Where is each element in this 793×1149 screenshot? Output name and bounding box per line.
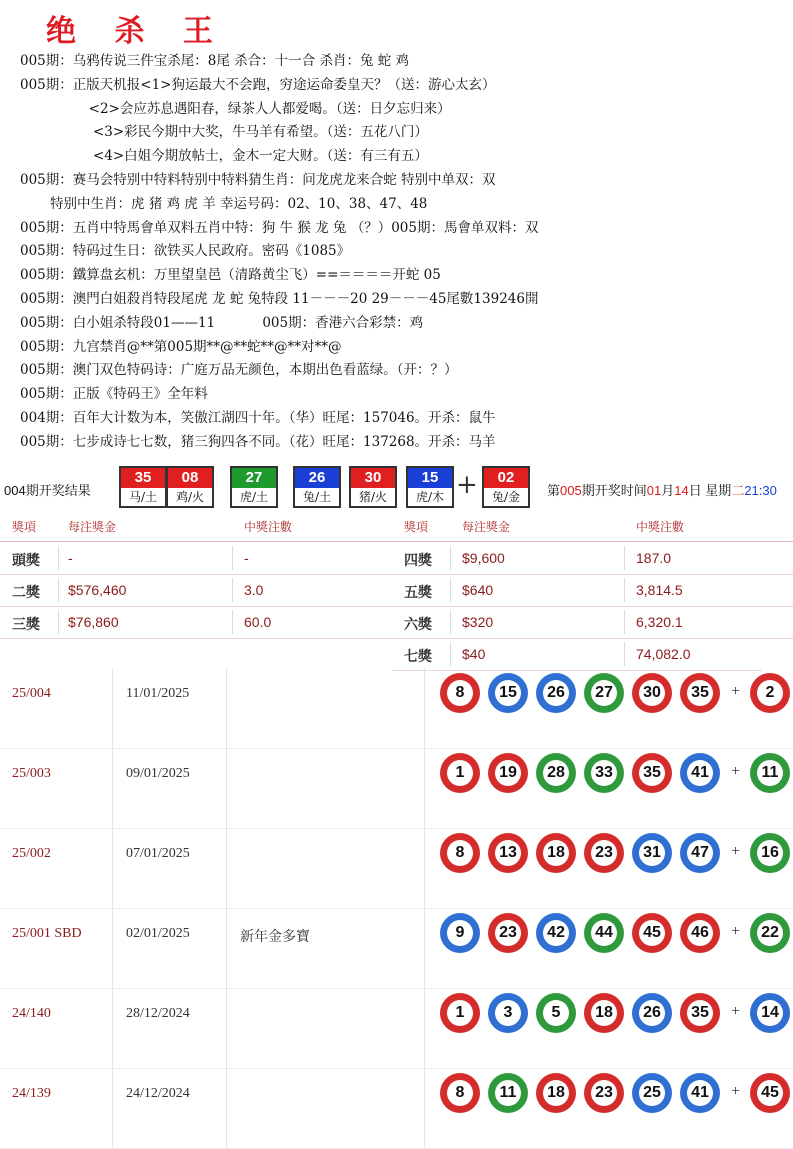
ball-number: 35 xyxy=(687,1000,713,1026)
ball-number: 46 xyxy=(687,920,713,946)
special-ball xyxy=(750,673,790,713)
draw-date: 07/01/2025 xyxy=(126,846,190,861)
ball-number: 18 xyxy=(543,1080,569,1106)
column-divider xyxy=(58,546,59,570)
result-ball xyxy=(349,466,397,508)
result-ball-zodiac: 马/土 xyxy=(128,490,158,504)
lottery-ball xyxy=(584,993,624,1033)
plus-sign: + xyxy=(731,683,741,700)
draw-date: 28/12/2024 xyxy=(126,1006,190,1021)
prediction-line: 005期：九宫禁肖@**第005期**@**蛇**@**对**@ xyxy=(20,338,342,355)
result-ball xyxy=(230,466,278,508)
info-period: 005 xyxy=(560,483,582,498)
ball-number: 18 xyxy=(591,1000,617,1026)
lottery-ball xyxy=(440,673,480,713)
info-m: 月 xyxy=(661,483,675,498)
ball-number: 18 xyxy=(543,840,569,866)
ball-number: 33 xyxy=(591,760,617,786)
prize-row xyxy=(0,542,793,575)
lottery-ball xyxy=(440,833,480,873)
draw-period: 25/004 xyxy=(12,686,51,701)
ball-number: 22 xyxy=(757,920,783,946)
prize-count: 187.0 xyxy=(636,550,672,566)
ball-number: 19 xyxy=(495,760,521,786)
column-divider xyxy=(450,578,451,602)
lottery-ball xyxy=(584,1073,624,1113)
result-ball xyxy=(406,466,454,508)
prediction-line: 005期：澳門白姐殺肖特段尾虎 龙 蛇 兔特段 11－－－20 29－－－45尾數139246開 xyxy=(20,291,539,307)
prize-level: 七獎 xyxy=(404,648,432,664)
result-ball-number: 02 xyxy=(484,468,528,488)
column-divider xyxy=(424,828,425,908)
lottery-ball xyxy=(440,1073,480,1113)
draw-row[interactable] xyxy=(0,988,793,1069)
column-divider xyxy=(450,610,451,634)
lottery-ball xyxy=(536,1073,576,1113)
draw-date: 02/01/2025 xyxy=(126,926,190,941)
header-count-right: 中獎注數 xyxy=(636,520,685,534)
lottery-ball xyxy=(584,753,624,793)
result-ball-zodiac: 虎/土 xyxy=(239,490,269,504)
result-ball-number: 27 xyxy=(232,468,276,488)
ball-number: 28 xyxy=(543,760,569,786)
column-divider xyxy=(112,668,113,748)
column-divider xyxy=(424,908,425,988)
prediction-line: 005期：七步成诗七七数，猪三狗四各不同。（花）旺尾：137268。开杀：马羊 xyxy=(20,433,496,450)
result-ball xyxy=(293,466,341,508)
draw-balls xyxy=(440,913,792,957)
ball-number: 14 xyxy=(757,1000,783,1026)
column-divider xyxy=(424,1068,425,1148)
prediction-line: <2>会应苏息遇阳春，绿茶人人都爱喝。（送：日夕忘归来） xyxy=(20,100,451,117)
result-ball-number: 30 xyxy=(351,468,395,488)
result-ball xyxy=(166,466,214,508)
lottery-ball xyxy=(680,993,720,1033)
lottery-ball xyxy=(584,833,624,873)
prediction-line: <4>白姐今期放帖士，金木一定大财。（送：有三有五） xyxy=(20,148,428,165)
ball-number: 3 xyxy=(495,1000,521,1026)
plus-sign: + xyxy=(456,470,478,500)
plus-sign: + xyxy=(731,843,741,860)
info-d: 日 星期 xyxy=(688,483,732,498)
prediction-line: 005期：正版天机报<1>狗运最大不会跑，穷途运命委皇天？（送：游心太玄） xyxy=(20,76,496,93)
draw-period: 25/001 SBD xyxy=(12,926,82,941)
column-divider xyxy=(624,546,625,570)
prize-count: 60.0 xyxy=(244,614,272,630)
prize-row xyxy=(0,606,793,639)
prize-count: 74,082.0 xyxy=(636,646,691,662)
info-month: 01 xyxy=(646,483,662,498)
prize-level: 二獎 xyxy=(12,584,40,600)
result-special-ball xyxy=(482,466,530,508)
lottery-ball xyxy=(680,673,720,713)
prize-level: 四獎 xyxy=(404,552,432,568)
ball-number: 8 xyxy=(447,680,473,706)
ball-number: 47 xyxy=(687,840,713,866)
ball-number: 13 xyxy=(495,840,521,866)
column-divider xyxy=(424,668,425,748)
lottery-ball xyxy=(488,1073,528,1113)
draw-date: 09/01/2025 xyxy=(126,766,190,781)
ball-number: 11 xyxy=(495,1080,521,1106)
column-divider xyxy=(232,546,233,570)
column-divider xyxy=(424,748,425,828)
lottery-ball xyxy=(536,913,576,953)
result-ball-number: 35 xyxy=(121,468,165,488)
lottery-ball xyxy=(440,913,480,953)
column-divider xyxy=(450,546,451,570)
column-divider xyxy=(232,578,233,602)
info-mid: 期开奖时间 xyxy=(581,483,647,498)
header-count-left: 中獎注數 xyxy=(244,520,293,534)
last-draw-result xyxy=(0,464,793,510)
header-amount-left: 每注獎金 xyxy=(68,520,117,534)
ball-number: 16 xyxy=(757,840,783,866)
lottery-ball xyxy=(488,673,528,713)
header-level-left: 獎項 xyxy=(12,520,37,534)
ball-number: 41 xyxy=(687,760,713,786)
prize-count: 3.0 xyxy=(244,582,264,598)
result-ball-zodiac: 虎/木 xyxy=(415,490,445,504)
column-divider xyxy=(58,610,59,634)
column-divider xyxy=(226,828,227,908)
prediction-line: 005期：五肖中特馬會单双料五肖中特：狗 牛 猴 龙 兔 （？）005期：馬會单双料：双 xyxy=(20,219,539,236)
lottery-ball xyxy=(488,833,528,873)
ball-number: 8 xyxy=(447,840,473,866)
prediction-line: 005期：正版《特码王》全年料 xyxy=(20,386,208,403)
column-divider xyxy=(624,610,625,634)
lottery-ball xyxy=(584,673,624,713)
ball-number: 45 xyxy=(639,920,665,946)
special-ball xyxy=(750,993,790,1033)
column-divider xyxy=(226,668,227,748)
info-pre: 第 xyxy=(547,483,561,498)
lottery-ball xyxy=(632,913,672,953)
lottery-ball xyxy=(440,753,480,793)
plus-sign: + xyxy=(731,923,741,940)
draw-date: 11/01/2025 xyxy=(126,686,190,701)
prize-amount: $640 xyxy=(462,582,494,598)
draw-row[interactable] xyxy=(0,908,793,989)
draw-balls xyxy=(440,1073,792,1117)
prediction-line: 005期：乌鸦传说三件宝杀尾：8尾 杀合：十一合 杀肖：兔 蛇 鸡 xyxy=(20,53,410,69)
result-ball-number: 26 xyxy=(295,468,339,488)
ball-number: 30 xyxy=(639,680,665,706)
lottery-ball xyxy=(680,833,720,873)
column-divider xyxy=(624,642,625,666)
column-divider xyxy=(226,1068,227,1148)
lottery-ball xyxy=(632,993,672,1033)
column-divider xyxy=(226,988,227,1068)
draw-row[interactable] xyxy=(0,668,793,749)
lottery-ball xyxy=(632,833,672,873)
lottery-ball xyxy=(680,1073,720,1113)
ball-number: 1 xyxy=(447,1000,473,1026)
prize-level: 頭獎 xyxy=(12,552,40,568)
ball-number: 2 xyxy=(757,680,783,706)
prize-row xyxy=(392,638,762,671)
ball-number: 5 xyxy=(543,1000,569,1026)
ball-number: 35 xyxy=(687,680,713,706)
ball-number: 11 xyxy=(757,760,783,786)
ball-number: 27 xyxy=(591,680,617,706)
draw-row[interactable] xyxy=(0,748,793,829)
draw-period: 24/139 xyxy=(12,1086,51,1101)
draw-balls xyxy=(440,673,792,717)
column-divider xyxy=(112,988,113,1068)
column-divider xyxy=(58,578,59,602)
prediction-line: 005期：赛马会特别中特料特别中特料猜生肖：问龙虎龙来合蛇 特别中单双：双 xyxy=(20,172,496,188)
column-divider xyxy=(112,748,113,828)
column-divider xyxy=(112,1068,113,1148)
draw-balls xyxy=(440,833,792,877)
lottery-ball xyxy=(488,993,528,1033)
lottery-ball xyxy=(488,753,528,793)
lottery-ball xyxy=(632,673,672,713)
prediction-line: 005期：澳门双色特码诗：广庭万品无颜色，本期出色看蓝绿。（开：？） xyxy=(20,362,458,379)
ball-number: 42 xyxy=(543,920,569,946)
ball-number: 1 xyxy=(447,760,473,786)
lottery-ball xyxy=(488,913,528,953)
ball-number: 23 xyxy=(591,840,617,866)
result-ball xyxy=(119,466,167,508)
prize-level: 三獎 xyxy=(12,616,40,632)
ball-number: 41 xyxy=(687,1080,713,1106)
prediction-line: 004期：百年大计数为本，笑傲江湖四十年。（华）旺尾：157046。开杀：鼠牛 xyxy=(20,410,496,426)
prize-amount: $40 xyxy=(462,646,486,662)
lottery-ball xyxy=(440,993,480,1033)
result-ball-zodiac: 兔/土 xyxy=(302,490,332,504)
ball-number: 31 xyxy=(639,840,665,866)
special-ball xyxy=(750,913,790,953)
draw-row[interactable] xyxy=(0,1068,793,1149)
prize-count: - xyxy=(244,550,249,566)
prediction-line: 005期：特码过生日：欲铁买人民政府。密码《1085》 xyxy=(20,243,351,260)
lottery-ball xyxy=(536,993,576,1033)
ball-number: 23 xyxy=(591,1080,617,1106)
special-ball xyxy=(750,833,790,873)
lottery-ball xyxy=(632,1073,672,1113)
column-divider xyxy=(112,908,113,988)
next-draw-info xyxy=(547,480,777,499)
result-ball-number: 08 xyxy=(168,468,212,488)
info-time: 21:30 xyxy=(744,483,777,498)
prize-level: 五獎 xyxy=(404,584,432,600)
column-divider xyxy=(450,642,451,666)
column-divider xyxy=(112,828,113,908)
ball-number: 44 xyxy=(591,920,617,946)
draw-period: 25/002 xyxy=(12,846,51,861)
draw-balls xyxy=(440,993,792,1037)
prize-count: 6,320.1 xyxy=(636,614,683,630)
draw-row[interactable] xyxy=(0,828,793,909)
draw-period: 25/003 xyxy=(12,766,51,781)
page-title: 绝 杀 王 xyxy=(46,14,227,49)
ball-number: 9 xyxy=(447,920,473,946)
result-ball-zodiac: 兔/金 xyxy=(491,490,521,504)
lottery-ball xyxy=(680,913,720,953)
prize-row xyxy=(0,574,793,607)
result-ball-number: 15 xyxy=(408,468,452,488)
header-amount-right: 每注獎金 xyxy=(462,520,511,534)
plus-sign: + xyxy=(731,1003,741,1020)
prize-amount: $576,460 xyxy=(68,582,127,598)
prize-amount: $320 xyxy=(462,614,494,630)
column-divider xyxy=(232,610,233,634)
lottery-ball xyxy=(536,753,576,793)
ball-number: 26 xyxy=(543,680,569,706)
ball-number: 25 xyxy=(639,1080,665,1106)
result-ball-zodiac: 猪/火 xyxy=(358,490,388,504)
plus-sign: + xyxy=(731,763,741,780)
prize-table-header xyxy=(0,511,793,542)
prize-amount: $9,600 xyxy=(462,550,505,566)
prediction-line: <3>彩民今期中大奖，牛马羊有希望。（送：五花八门） xyxy=(20,124,428,141)
column-divider xyxy=(624,578,625,602)
prize-amount: - xyxy=(68,550,73,566)
lottery-ball xyxy=(536,833,576,873)
prediction-line: 005期：白小姐杀特段01——11 005期：香港六合彩禁：鸡 xyxy=(20,314,424,331)
ball-number: 8 xyxy=(447,1080,473,1106)
lottery-ball xyxy=(680,753,720,793)
prize-amount: $76,860 xyxy=(68,614,119,630)
ball-number: 15 xyxy=(495,680,521,706)
prize-count: 3,814.5 xyxy=(636,582,683,598)
ball-number: 26 xyxy=(639,1000,665,1026)
lottery-ball xyxy=(536,673,576,713)
column-divider xyxy=(424,988,425,1068)
lottery-ball xyxy=(632,753,672,793)
prediction-line: 特别中生肖：虎 猪 鸡 虎 羊 幸运号码：02、10、38、47、48 xyxy=(20,195,428,212)
ball-number: 35 xyxy=(639,760,665,786)
result-ball-zodiac: 鸡/火 xyxy=(175,490,205,504)
column-divider xyxy=(226,748,227,828)
draw-period: 24/140 xyxy=(12,1006,51,1021)
info-day: 14 xyxy=(674,483,689,498)
prediction-line: 005期：鐵算盘玄机：万里望皇邑（清路黄尘飞）==＝＝＝＝开蛇 05 xyxy=(20,267,441,284)
special-ball xyxy=(750,1073,790,1113)
special-ball xyxy=(750,753,790,793)
draw-note: 新年金多寶 xyxy=(240,929,310,945)
ball-number: 45 xyxy=(757,1080,783,1106)
column-divider xyxy=(226,908,227,988)
result-label: 004期开奖结果 xyxy=(4,483,91,498)
draw-balls xyxy=(440,753,792,797)
plus-sign: + xyxy=(731,1083,741,1100)
info-weekday: 二 xyxy=(731,483,745,498)
draw-date: 24/12/2024 xyxy=(126,1086,190,1101)
ball-number: 23 xyxy=(495,920,521,946)
prize-level: 六獎 xyxy=(404,616,432,632)
header-level-right: 獎項 xyxy=(404,520,429,534)
lottery-ball xyxy=(584,913,624,953)
